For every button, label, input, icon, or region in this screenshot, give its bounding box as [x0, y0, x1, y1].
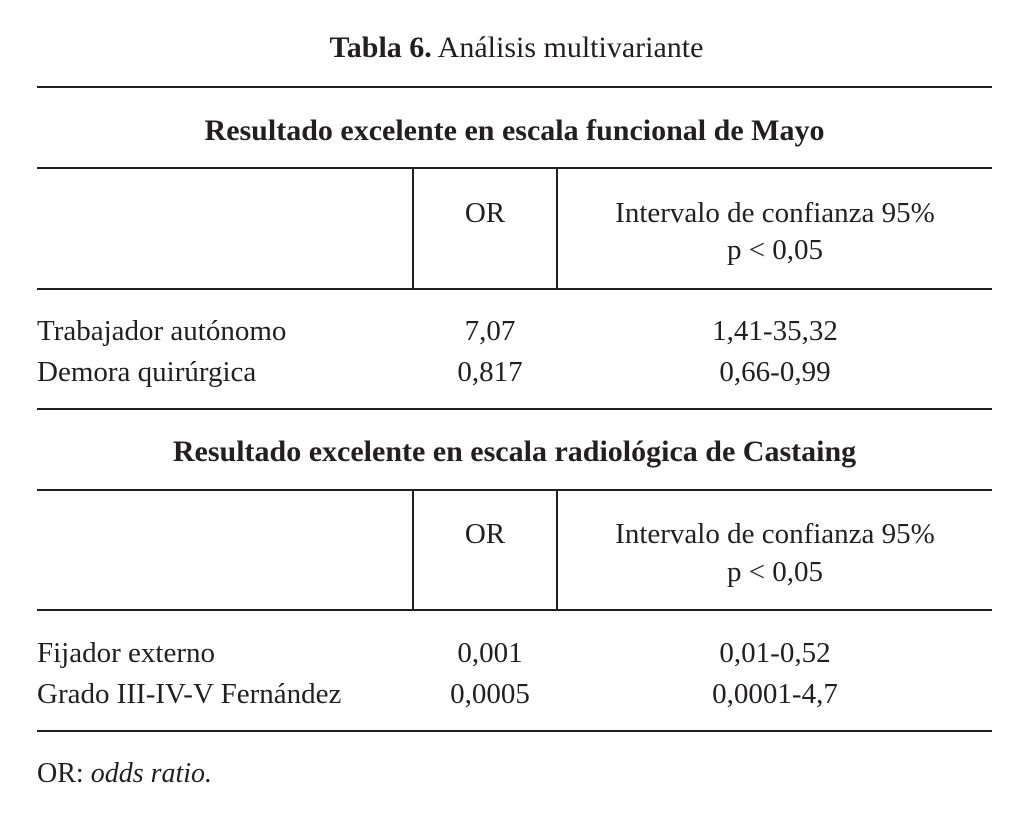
- footnote-definition: odds ratio.: [90, 758, 213, 789]
- table-footnote: [37, 754, 212, 794]
- section-2-row-2-or: 0,0005: [450, 678, 530, 710]
- section-1-header-rule-top: [37, 167, 992, 169]
- section-1-row-1-variable: Trabajador autónomo: [37, 315, 287, 347]
- section-1-ci-header-line-1: Intervalo de confianza 95%: [615, 197, 935, 229]
- table-title: [0, 28, 1033, 68]
- section-2-ci-header-line-1: Intervalo de confianza 95%: [615, 518, 935, 550]
- footnote-abbr: OR:: [37, 758, 84, 789]
- section-2-row-2-variable: Grado III-IV-V Fernández: [37, 678, 342, 710]
- section-2-or-header: OR: [464, 518, 506, 550]
- section-1-row-2-variable: Demora quirúrgica: [37, 356, 257, 388]
- section-2-header-rule-top: [37, 489, 992, 491]
- section-1-or-header: OR: [464, 197, 506, 229]
- section-2-header-rule-bottom: [37, 609, 992, 611]
- section-2-row-2-ci: 0,0001-4,7: [712, 678, 838, 710]
- section-1-ci-header-line-2: p < 0,05: [726, 234, 824, 266]
- top-rule: [37, 86, 992, 88]
- section-1-row-1-ci: 1,41-35,32: [712, 315, 838, 347]
- bottom-rule: [37, 730, 992, 732]
- section-2-row-1-ci: 0,01-0,52: [719, 637, 831, 669]
- table-title-text: Análisis multivariante: [437, 31, 704, 64]
- section-1-header-rule-bottom: [37, 288, 992, 290]
- section-heading-castaing: Resultado excelente en escala radiológica de Castaing: [172, 435, 857, 468]
- section-1-row-2-ci: 0,66-0,99: [719, 356, 831, 388]
- table-title-label: Tabla 6.: [329, 31, 432, 64]
- section-1-row-1-or: 7,07: [464, 315, 516, 347]
- section-2-ci-header-line-2: p < 0,05: [726, 556, 824, 588]
- section-heading-mayo: Resultado excelente en escala funcional de Mayo: [204, 114, 825, 147]
- section-divider-rule: [37, 408, 992, 410]
- section-2-row-1-or: 0,001: [457, 637, 523, 669]
- section-1-row-2-or: 0,817: [457, 356, 523, 388]
- section-2-row-1-variable: Fijador externo: [37, 637, 215, 669]
